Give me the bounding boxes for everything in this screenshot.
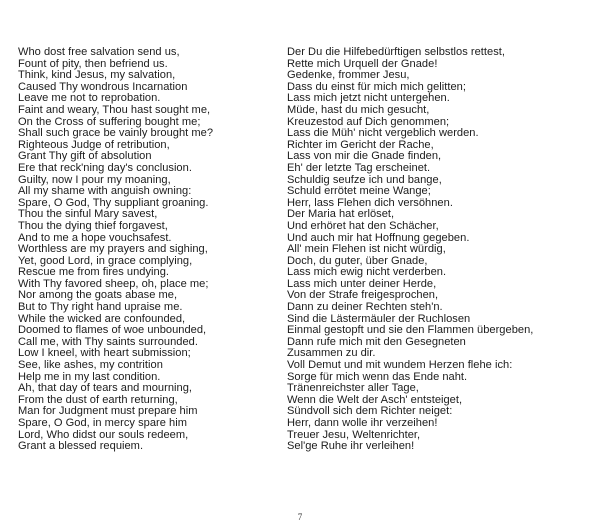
- text-line: Sind die Lästermäuler der Ruchlosen: [287, 312, 471, 325]
- text-line: Guilty, now I pour my moaning,: [18, 173, 171, 186]
- text-line: Und erhöret hat den Schächer,: [287, 219, 439, 232]
- text-line: Thou the sinful Mary savest,: [18, 208, 158, 221]
- text-line: Dann zu deiner Rechten steh'n.: [287, 301, 443, 314]
- text-line: With Thy favored sheep, oh, place me;: [18, 277, 209, 290]
- text-line: Nor among the goats abase me,: [18, 289, 178, 302]
- text-line: Lass die Müh' nicht vergeblich werden.: [287, 127, 479, 140]
- text-line: Think, kind Jesus, my salvation,: [18, 69, 176, 82]
- text-line: Gedenke, frommer Jesu,: [287, 69, 410, 82]
- text-line: Treuer Jesu, Weltenrichter,: [287, 428, 421, 441]
- text-line: Der Du die Hilfebedürftigen selbstlos rettest,: [287, 46, 505, 58]
- text-line: Lass mich jetzt nicht untergehen.: [287, 92, 450, 105]
- text-line: Worthless are my prayers and sighing,: [18, 243, 208, 256]
- text-line: Einmal gestopft und sie den Flammen übergeben,: [287, 324, 534, 337]
- text-line: Grant Thy gift of absolution: [18, 150, 152, 163]
- english-text-column: [18, 47, 280, 453]
- text-line: Eh' der letzte Tag erscheinet.: [287, 161, 431, 174]
- text-line: Help me in my last condition.: [18, 370, 161, 383]
- text-line: Ere that reck'ning day's conclusion.: [18, 161, 192, 174]
- page-number: 7: [297, 512, 303, 522]
- text-line: Who dost free salvation send us,: [18, 46, 180, 58]
- text-line: Herr, lass Flehen dich versöhnen.: [287, 196, 453, 209]
- text-line: Voll Demut und mit wundem Herzen flehe ich:: [287, 359, 513, 372]
- text-line: Rescue me from fires undying.: [18, 266, 170, 279]
- text-line: On the Cross of suffering bought me;: [18, 115, 201, 128]
- text-line: Spare, O God, in mercy spare him: [18, 417, 187, 429]
- text-line: Zusammen zu dir.: [287, 347, 376, 360]
- text-line: Shall such grace be vainly brought me?: [18, 127, 214, 140]
- text-line: Sel'ge Ruhe ihr verleihen!: [287, 440, 415, 453]
- text-line: Lass von mir die Gnade finden,: [287, 150, 442, 163]
- text-line: Lord, Who didst our souls redeem,: [18, 428, 189, 441]
- text-line: Schuldig seufze ich und bange,: [287, 173, 442, 186]
- text-line: Man for Judgment must prepare him: [18, 405, 198, 418]
- text-line: Der Maria hat erlöset,: [287, 208, 395, 221]
- text-line: And to me a hope vouchsafest.: [18, 231, 172, 244]
- text-line: Wenn die Welt der Asch' entsteiget,: [287, 393, 463, 406]
- text-line: Dann rufe mich mit den Gesegneten: [287, 335, 466, 348]
- text-line: Dass du einst für mich mich gelitten;: [287, 80, 466, 93]
- text-line: Faint and weary, Thou hast sought me,: [18, 103, 211, 116]
- text-line: But to Thy right hand upraise me.: [18, 301, 183, 314]
- text-line: Sorge für mich wenn das Ende naht.: [287, 370, 468, 383]
- text-line: All' mein Flehen ist nicht würdig,: [287, 243, 446, 256]
- text-line: Leave me not to reprobation.: [18, 92, 161, 105]
- text-line: From the dust of earth returning,: [18, 393, 178, 406]
- text-line: Grant a blessed requiem.: [18, 440, 144, 453]
- text-line: Von der Strafe freigesprochen,: [287, 289, 439, 302]
- german-text-column: [287, 47, 587, 453]
- text-line: While the wicked are confounded,: [18, 312, 186, 325]
- text-line: Müde, hast du mich gesucht,: [287, 103, 430, 116]
- text-line: Yet, good Lord, in grace complying,: [18, 254, 193, 267]
- text-line: Spare, O God, Thy suppliant groaning.: [18, 196, 209, 209]
- text-line: Lass mich unter deiner Herde,: [287, 277, 437, 290]
- text-line: Lass mich ewig nicht verderben.: [287, 266, 447, 279]
- text-line: Doch, du guter, über Gnade,: [287, 254, 428, 267]
- text-line: Call me, with Thy saints surrounded.: [18, 335, 198, 348]
- text-line: Kreuzestod auf Dich genommen;: [287, 115, 450, 128]
- text-line: Rette mich Urquell der Gnade!: [287, 57, 438, 70]
- text-line: Herr, dann wolle ihr verzeihen!: [287, 417, 438, 429]
- text-line: See, like ashes, my contrition: [18, 359, 163, 372]
- text-line: Sündvoll sich dem Richter neiget:: [287, 405, 453, 418]
- text-line: Ah, that day of tears and mourning,: [18, 382, 192, 395]
- text-line: Righteous Judge of retribution,: [18, 138, 170, 151]
- text-line: All my shame with anguish owning:: [18, 185, 192, 198]
- text-line: Fount of pity, then befriend us.: [18, 57, 168, 70]
- text-line: Tränenreichster aller Tage,: [287, 382, 419, 395]
- text-line: Caused Thy wondrous Incarnation: [18, 80, 188, 93]
- text-line: Thou the dying thief forgavest,: [18, 219, 168, 232]
- text-line: Low I kneel, with heart submission;: [18, 347, 191, 360]
- text-line: Schuld errötet meine Wange;: [287, 185, 431, 198]
- text-line: Richter im Gericht der Rache,: [287, 138, 434, 151]
- text-line: Doomed to flames of woe unbounded,: [18, 324, 207, 337]
- text-line: Und auch mir hat Hoffnung gegeben.: [287, 231, 470, 244]
